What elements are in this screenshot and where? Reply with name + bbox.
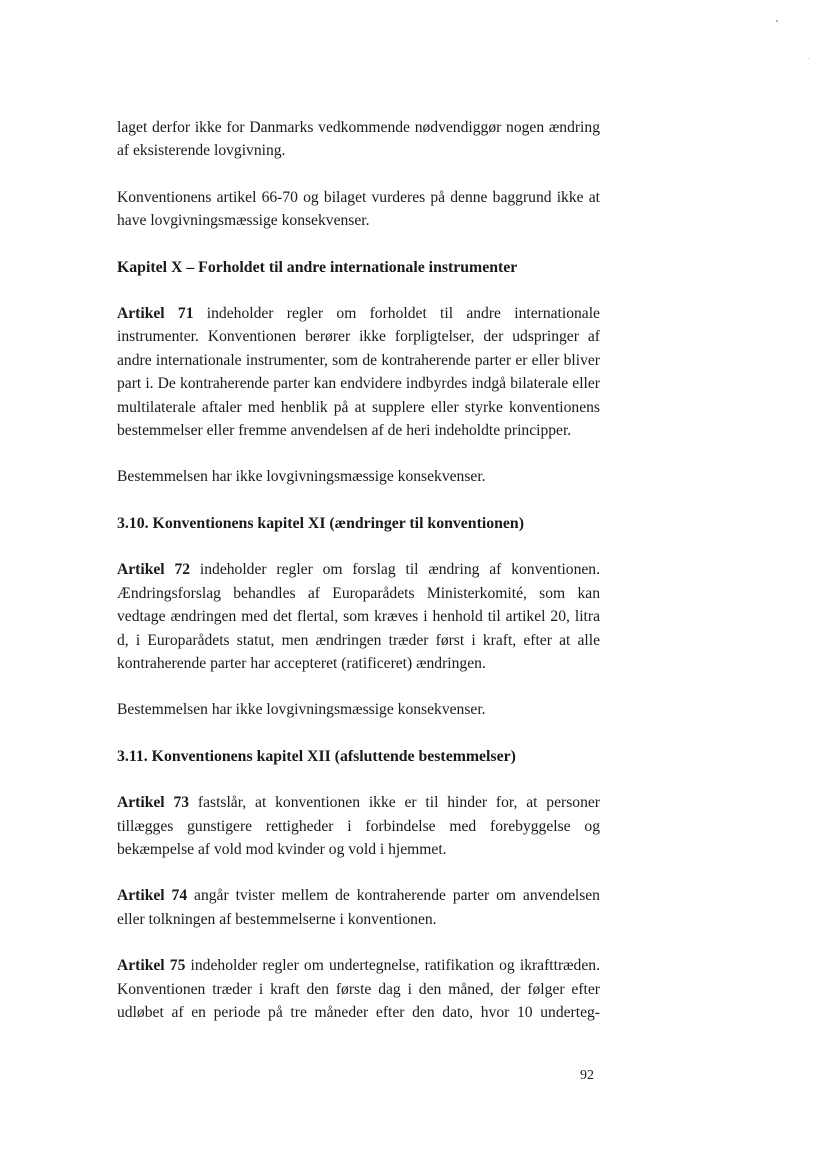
- article-71-text: indeholder regler om forholdet til andre internationale instrumenter. Konventionen berører ikke forpligtelser, der udspringer af andre internationale instrumenter, som de kontraherende parter er eller bliver part i. De kontraherende parter kan endvidere indbyrdes indgå bilaterale eller multilaterale aftaler med henblik på at supplere eller styrke konventionens bestemmelser eller fremme anvendelsen af de heri indeholdte principper.: [117, 305, 600, 440]
- article-73-label: Artikel 73: [117, 794, 190, 812]
- document-body: [117, 116, 600, 1024]
- article-75-text: indeholder regler om undertegnelse, ratifikation og ikrafttræden. Konventionen træder i kraft den første dag i den måned, der følger efter udløbet af en periode på tre måneder efter den dato, hvor 10 underteg-: [117, 957, 600, 1021]
- article-72-label: Artikel 72: [117, 561, 191, 579]
- paragraph-article-73: [117, 791, 600, 861]
- chapter-x-heading: Kapitel X – Forholdet til andre internationale instrumenter: [117, 258, 518, 276]
- paragraph-article-66-70: Konventionens artikel 66-70 og bilaget vurderes på denne baggrund ikke at have lovgivningsmæssige konsekvenser.: [117, 188, 600, 230]
- article-73-text: fastslår, at konventionen ikke er til hinder for, at personer tillægges gunstigere rettigheder i forbindelse med forebyggelse og bekæmpelse af vold mod kvinder og vold i hjemmet.: [117, 794, 600, 858]
- paragraph-article-75: [117, 954, 600, 1024]
- scan-speck: [808, 58, 809, 59]
- article-75-label: Artikel 75: [117, 957, 186, 975]
- article-71-label: Artikel 71: [117, 305, 194, 323]
- paragraph-continuation: laget derfor ikke for Danmarks vedkommende nødvendiggør nogen ændring af eksisterende lovgivning.: [117, 119, 600, 160]
- article-74-label: Artikel 74: [117, 887, 188, 905]
- paragraph-article-72: [117, 558, 600, 675]
- article-74-text: angår tvister mellem de kontraherende parter om anvendelsen eller tolkningen af bestemmelserne i konventionen.: [117, 887, 600, 928]
- paragraph-consequence-2: Bestemmelsen har ikke lovgivningsmæssige konsekvenser.: [117, 701, 486, 719]
- paragraph-article-71: [117, 302, 600, 442]
- scan-speck: [776, 20, 778, 22]
- article-72-text: indeholder regler om forslag til ændring af konventionen. Ændringsforslag behandles af Europarådets Ministerkomité, som kan vedtage ændringen med det flertal, som kræves i henhold til artikel 20, litra d, i Europarådets statut, men ændringen træder først i kraft, efter at alle kontraherende parter har accepteret (ratificeret) ændringen.: [117, 561, 600, 672]
- section-3-10-heading: 3.10. Konventionens kapitel XI (ændringer til konventionen): [117, 514, 524, 532]
- paragraph-consequence-1: Bestemmelsen har ikke lovgivningsmæssige konsekvenser.: [117, 468, 486, 486]
- paragraph-article-74: [117, 884, 600, 931]
- section-3-11-heading: 3.11. Konventionens kapitel XII (afsluttende bestemmelser): [117, 747, 516, 765]
- page-number: 92: [580, 1068, 594, 1083]
